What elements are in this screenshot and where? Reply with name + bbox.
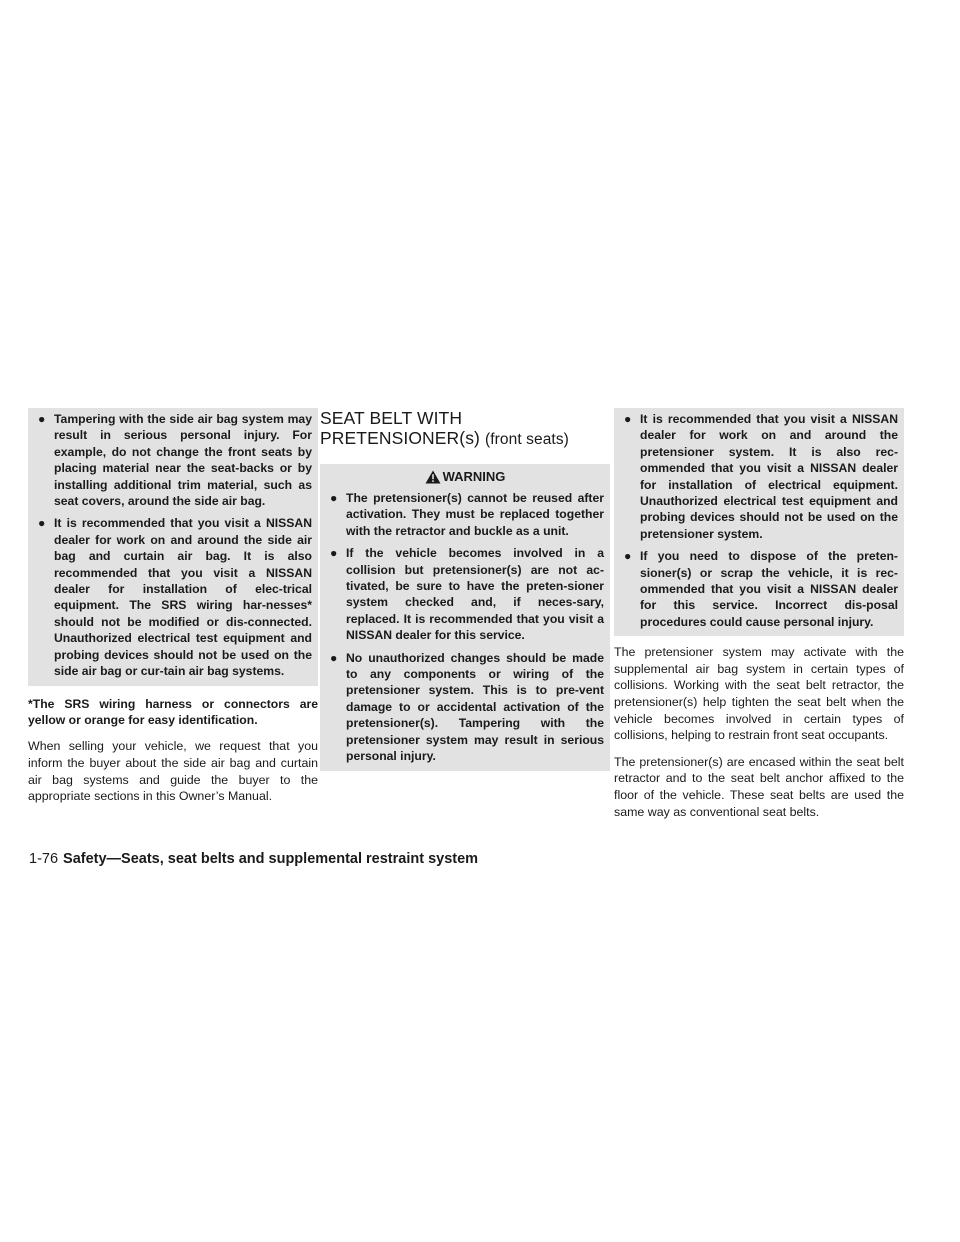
warning-list — [620, 411, 898, 630]
page-number: 1-76 — [29, 851, 59, 867]
bullet-icon: ● — [330, 491, 338, 505]
warning-title: WARNING — [442, 469, 506, 484]
body-paragraph: The pretensioner(s) are encased within the seat belt retractor and to the seat belt anchor affixed to the floor of the vehicle. These seat belts are used the same way as conventional seat belts. — [614, 754, 904, 819]
warning-box-continued — [614, 408, 904, 636]
list-item: ● It is recommended that you visit a NISSAN dealer for work on and around the side air bag and curtain air bag. It is also recommended that you visit a NISSAN dealer for installation of elec-trical equipment. The SRS wiring har-nesses* should not be modified or dis-connected. Unauthorized electrical test equipment and probing devices should not be used on the side air bag or cur-tain air bag systems. — [38, 516, 312, 679]
column-middle — [320, 408, 610, 771]
section-heading: SEAT BELT WITH PRETENSIONER(s) (front seats) — [320, 408, 569, 448]
caution-list — [34, 411, 312, 680]
body-paragraph: The pretensioner system may activate with the supplemental air bag system in certain types of collisions. Working with the seat belt retractor, the pretensioner(s) help tighten the seat belt when the vehicle becomes involved in certain types of collisions, helping to restrain front seat occupants. — [614, 645, 904, 743]
bullet-icon: ● — [38, 412, 46, 426]
list-item: ● It is recommended that you visit a NISSAN dealer for work on and around the pretensioner system. It is also rec-ommended that you visit a NISSAN dealer for installation of electrical equipment. Unauthorized electrical test equipment and probing devices should not be used on the pretensioner system. — [624, 412, 898, 541]
bullet-icon: ● — [330, 650, 338, 665]
page-footer — [29, 851, 478, 867]
column-left — [28, 408, 318, 815]
bullet-icon: ● — [330, 546, 338, 561]
list-item: ● The pretensioner(s) cannot be reused after activation. They must be replaced together with the retractor and buckle as a unit. — [330, 491, 604, 538]
bullet-icon: ● — [624, 412, 632, 426]
list-item: ● No unauthorized changes should be made to any components or wiring of the pretensioner system. This is to pre-vent damage to or accidental activation of the pretensioner(s). Tampering with the pretensioner system may result in serious personal injury. — [330, 650, 604, 764]
bullet-icon: ● — [38, 516, 46, 531]
list-item: ● If the vehicle becomes involved in a collision but pretensioner(s) are not ac-tivated, be sure to have the preten-sioner system checked and, if neces-sary, replaced. It is recommended that you visit a NISSAN dealer for this service. — [330, 546, 604, 643]
warning-list — [326, 490, 604, 765]
warning-header — [326, 467, 604, 490]
body-paragraph: When selling your vehicle, we request that you inform the buyer about the side air bag and curtain air bag systems and guide the buyer to the appropriate sections in this Owner’s Manual. — [28, 739, 318, 804]
wiring-note: *The SRS wiring harness or connectors are yellow or orange for easy identification. — [28, 696, 318, 727]
caution-box — [28, 408, 318, 686]
list-item: ● Tampering with the side air bag system may result in serious personal injury. For example, do not change the front seats by placing material near the seat-backs or by installing additional trim material, such as seat covers, around the side air bag. — [38, 412, 312, 509]
column-right — [614, 408, 904, 830]
warning-triangle-icon — [425, 470, 441, 484]
bullet-icon: ● — [624, 549, 632, 564]
warning-box — [320, 464, 610, 771]
list-item: ● If you need to dispose of the preten-sioner(s) or scrap the vehicle, it is rec-ommended that you visit a NISSAN dealer for this service. Incorrect dis-posal procedures could cause personal injury. — [624, 549, 898, 629]
chapter-title: Safety—Seats, seat belts and supplemental restraint system — [63, 851, 479, 867]
